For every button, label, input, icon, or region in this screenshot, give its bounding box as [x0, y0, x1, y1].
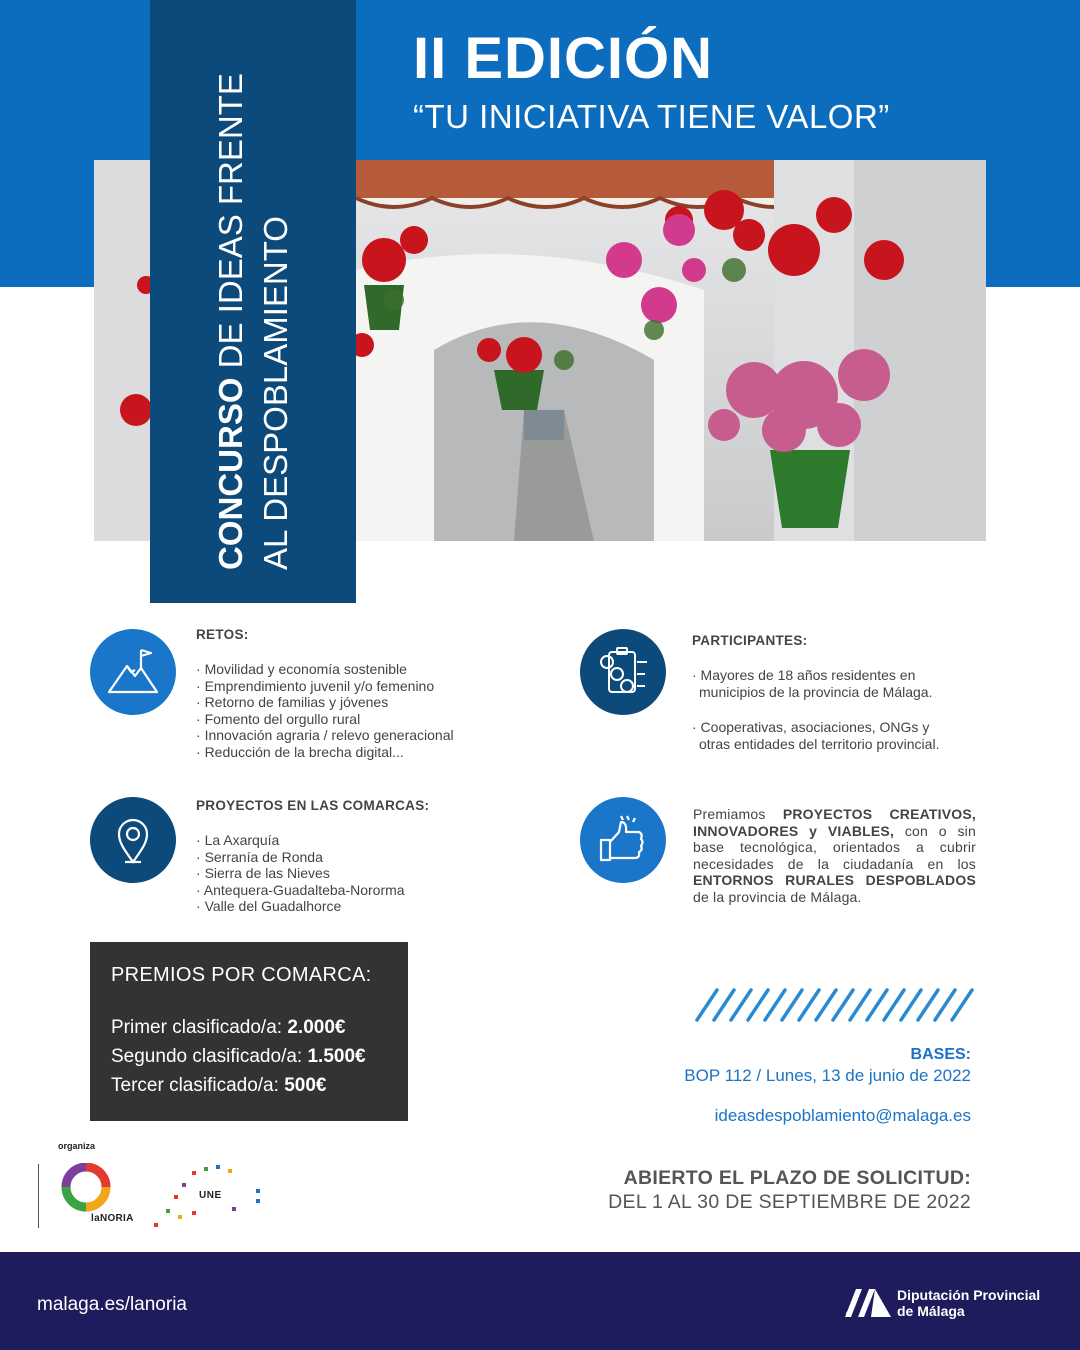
premiamos-part: con o sin base tecnológica, orientados a cubrir necesidades de la ciudadanía en los — [693, 822, 976, 872]
une-logo-text: UNE — [199, 1190, 222, 1201]
prize-value: 1.500€ — [307, 1046, 366, 1067]
participantes-item2 — [692, 719, 939, 752]
participantes-line: · Mayores de 18 años residentes en — [692, 667, 916, 683]
comarcas-title: PROYECTOS EN LAS COMARCAS: — [196, 798, 430, 813]
checklist-icon — [580, 629, 666, 715]
list-item: · Retorno de familias y jóvenes — [196, 694, 454, 711]
list-item: · Emprendimiento juvenil y/o femenino — [196, 678, 454, 695]
title-strong: CONCURSO — [212, 377, 249, 570]
slogan: “TU INICIATIVA TIENE VALOR” — [413, 98, 890, 135]
participantes-line: municipios de la provincia de Málaga. — [699, 683, 933, 700]
prize-label: Segundo clasificado/a: — [111, 1046, 308, 1067]
footer-url-link[interactable]: malaga.es/lanoria — [37, 1294, 187, 1315]
participantes-line: · Cooperativas, asociaciones, ONGs y — [692, 719, 930, 735]
list-item: · Movilidad y economía sostenible — [196, 661, 454, 678]
contact-email-link[interactable]: ideasdespoblamiento@malaga.es — [714, 1106, 971, 1125]
organiza-label: organiza — [58, 1141, 96, 1151]
premiamos-part: de la provincia de Málaga. — [693, 888, 862, 905]
participantes-line: otras entidades del territorio provincial. — [699, 735, 940, 752]
title-line2: AL DESPOBLAMIENTO — [257, 216, 294, 570]
la-noria-logo-icon — [56, 1163, 116, 1213]
retos-list — [196, 661, 454, 761]
prize-label: Tercer clasificado/a: — [111, 1075, 285, 1096]
list-item: · Innovación agraria / relevo generacional — [196, 727, 454, 744]
participantes-item1 — [692, 667, 932, 700]
list-item: · Fomento del orgullo rural — [196, 711, 454, 728]
diputacion-line: de Málaga — [897, 1303, 965, 1319]
prize-third — [111, 1071, 408, 1100]
organiza-divider — [38, 1164, 39, 1228]
list-item: · Reducción de la brecha digital... — [196, 744, 454, 761]
open-period-dates: DEL 1 AL 30 DE SEPTIEMBRE DE 2022 — [608, 1191, 971, 1213]
diputacion-logo-icon — [845, 1289, 891, 1317]
premiamos-part: Premiamos — [693, 806, 783, 822]
open-period-title: ABIERTO EL PLAZO DE SOLICITUD: — [623, 1167, 971, 1189]
participantes-title: PARTICIPANTES: — [692, 633, 808, 648]
vertical-title-banner — [150, 0, 356, 603]
prize-first — [111, 1013, 408, 1042]
prize-second — [111, 1042, 408, 1071]
comarcas-list — [196, 832, 405, 915]
list-item: · La Axarquía — [196, 832, 405, 849]
stripes-decoration — [695, 988, 975, 1022]
edition-heading: II EDICIÓN — [413, 26, 714, 91]
premiamos-strong: PROYECTOS CREATIVOS, INNOVADORES y VIABLES, — [693, 806, 976, 839]
prize-value: 2.000€ — [287, 1017, 346, 1038]
la-noria-logo-text: laNORIA — [91, 1213, 134, 1224]
prizes-box — [90, 942, 408, 1121]
list-item: · Sierra de las Nieves — [196, 865, 405, 882]
bases-title: BASES: — [910, 1046, 971, 1063]
prize-value: 500€ — [284, 1075, 327, 1096]
location-pin-icon — [90, 797, 176, 883]
prizes-title: PREMIOS POR COMARCA: — [111, 964, 372, 986]
title-line1-rest: DE IDEAS FRENTE — [212, 73, 249, 378]
list-item: · Antequera-Guadalteba-Nororma — [196, 882, 405, 899]
vertical-title — [208, 50, 298, 570]
list-item: · Serranía de Ronda — [196, 849, 405, 866]
prize-label: Primer clasificado/a: — [111, 1017, 288, 1038]
mountain-flag-icon — [90, 629, 176, 715]
diputacion-line: Diputación Provincial — [897, 1287, 1041, 1303]
list-item: · Valle del Guadalhorce — [196, 898, 405, 915]
premiamos-strong: ENTORNOS RURALES DESPOBLADOS — [693, 872, 976, 889]
thumbs-up-icon — [580, 797, 666, 883]
bases-bop[interactable]: BOP 112 / Lunes, 13 de junio de 2022 — [684, 1066, 971, 1085]
premiamos-text — [693, 806, 976, 906]
diputacion-name — [897, 1287, 1057, 1319]
retos-title: RETOS: — [196, 627, 249, 642]
